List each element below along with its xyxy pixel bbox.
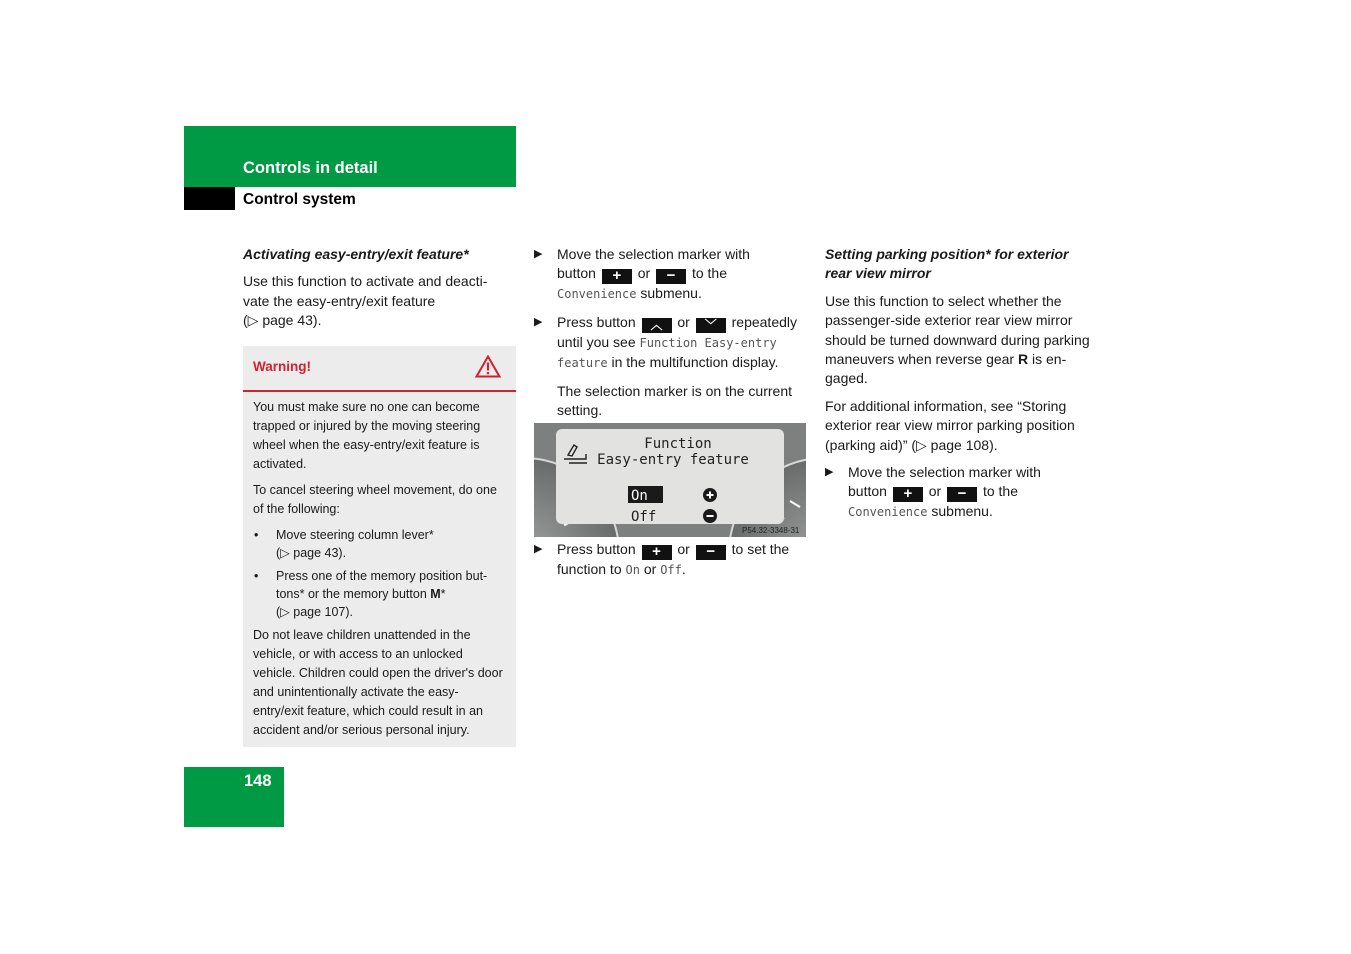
step-move-marker: ▶ Move the selection marker with button + or − to the Convenience submenu. [534,246,750,302]
col1-heading: Activating easy-entry/exit feature* [243,246,469,262]
column-2-lower [534,540,814,588]
selection-note: The selection marker is on the current setting. [557,382,792,419]
warning-triangle-icon [475,355,501,378]
col3-paragraph-2: For additional information, see “Storing exterior rear view mirror parking position (parking aid)” (▷ page 108). [825,397,1075,453]
col3-heading-line1: Setting parking position* for exterior [825,246,1069,262]
warning-paragraph-2: To cancel steering wheel movement, do one of the following: [253,483,497,516]
display-line-2: Easy-entry feature [597,452,749,468]
display-option-off: Off [631,509,657,525]
step-arrow-icon: ▶ [534,543,543,555]
minus-button-icon: − [656,269,686,284]
menu-name-convenience: Convenience [557,287,637,302]
menu-name-convenience: Convenience [848,505,928,520]
warning-header [243,346,516,392]
warning-paragraph-3: Do not leave children unattended in the vehicle, or with access to an unlocked vehicle. Children could open the driver's door and unintentionally activate the easy-entry/exit feature, which could result in an accident and/or serious personal injury. [253,628,503,737]
plus-button-icon: + [602,269,632,284]
display-illustration [534,423,806,537]
step-arrow-icon: ▶ [825,466,834,479]
column-2 [534,245,809,420]
display-text-feature: feature [557,356,608,371]
col3-paragraph-1: Use this function to select whether the passenger-side exterior rear view mirror should be turned downward during parking maneuvers when reverse gear R is en-gaged. [825,292,1090,387]
header-marker [184,187,235,210]
page-number: 148 [244,772,272,790]
col1-intro-line2: vate the easy-entry/exit feature [243,292,436,309]
warning-bullet-2: • Press one of the memory position but- tons* or the memory button M* (▷ page 107). [253,567,506,621]
subsection-title: Control system [243,191,356,208]
minus-button-icon: − [947,487,977,502]
plus-button-icon: + [893,487,923,502]
plus-button-icon: + [642,545,672,560]
step-press-up-down: ▶ Press button ︿ or ﹀ repeatedly until you see Function Easy-entry feature in the multifunction display. [534,313,798,371]
warning-bullet-1: • Move steering column lever* (▷ page 43). [253,526,506,562]
col3-step-move-marker: ▶ Move the selection marker with button + or − to the Convenience submenu. [825,464,1041,520]
step-set-function: ▶ Press button + or − to set the function to On or Off. [534,541,790,577]
page-reference-link[interactable]: (▷ page 43). [243,312,322,329]
column-1 [243,245,518,331]
step-arrow-icon: ▶ [534,315,543,328]
warning-body [243,392,516,740]
down-button-icon: ﹀ [696,318,726,333]
section-title: Controls in detail [243,159,378,177]
col1-intro-line3 [243,311,518,330]
display-text-function: Function Easy-entry [639,335,777,350]
display-line-1: Function [644,436,712,452]
warning-box [243,346,516,747]
warning-title: Warning! [253,359,311,374]
up-button-icon: ︿ [642,318,672,333]
display-text-on: On [625,563,640,577]
image-reference-code: P54.32-3348-31 [742,526,800,535]
column-3 [825,245,1100,531]
page-reference-link[interactable]: (▷ page 107). [276,605,354,619]
col1-intro-line1: Use this function to activate and deacti- [243,273,488,290]
display-option-on: On [631,488,648,504]
page-reference-link[interactable]: (▷ page 43). [276,546,347,560]
display-text-off: Off [660,563,682,577]
col3-heading-line2: rear view mirror [825,265,931,282]
minus-button-icon: − [696,545,726,560]
multifunction-display-image [534,423,806,537]
warning-paragraph-1: You must make sure no one can become trapped or injured by the moving steering wheel when the easy-entry/exit feature is activated. [253,400,481,471]
step-arrow-icon: ▶ [534,248,543,260]
